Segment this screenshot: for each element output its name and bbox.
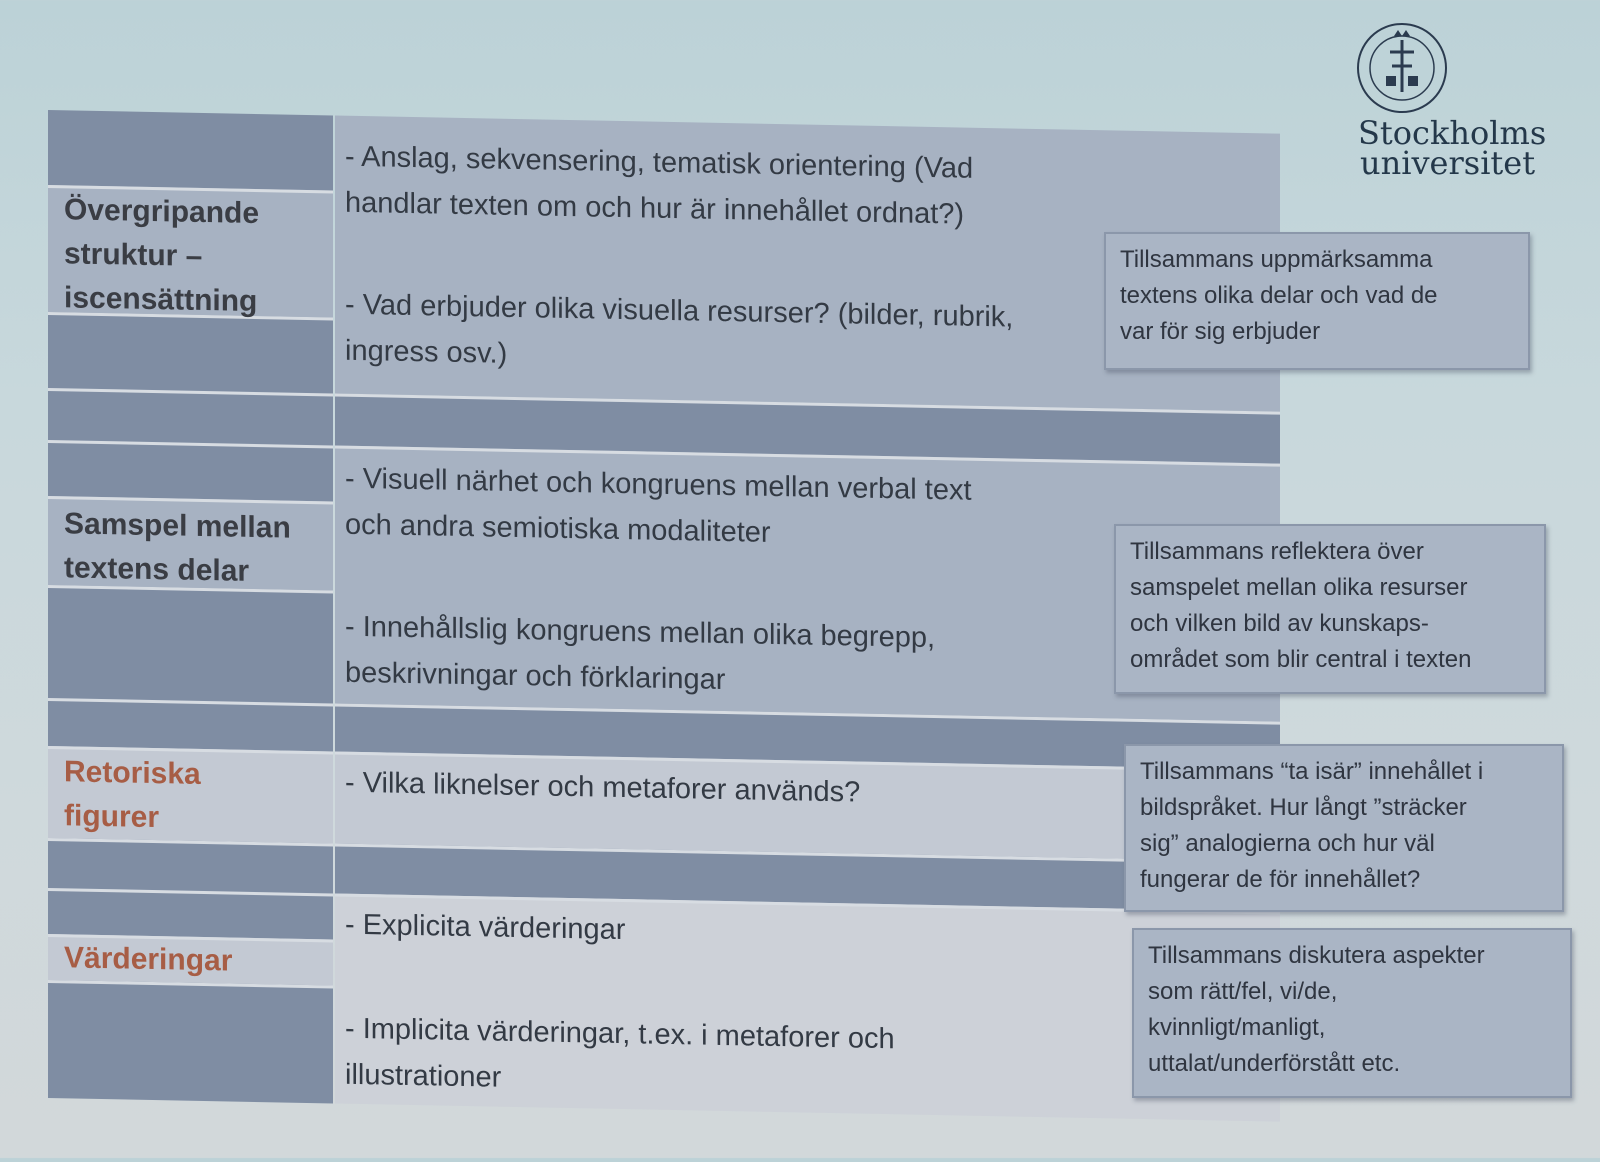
note-line: Tillsammans “ta isär” innehållet i bbox=[1140, 758, 1484, 785]
note-line: Tillsammans uppmärksamma bbox=[1120, 246, 1433, 273]
note-line: var för sig erbjuder bbox=[1120, 318, 1321, 345]
note-line: fungerar de för innehållet? bbox=[1140, 866, 1421, 893]
content-line: ingress osv.) bbox=[345, 334, 508, 370]
note-line: samspelet mellan olika resurser bbox=[1130, 574, 1468, 601]
row-label-line: textens delar bbox=[64, 551, 250, 588]
row-label-structure bbox=[64, 188, 259, 324]
content-structure bbox=[345, 134, 1013, 387]
note-rhetoric bbox=[1124, 744, 1564, 912]
university-seal-icon bbox=[1352, 18, 1452, 118]
analysis-table bbox=[48, 110, 1278, 1162]
university-name bbox=[1358, 114, 1547, 182]
note-line: och vilken bild av kunskaps- bbox=[1130, 610, 1429, 637]
note-line: uttalat/underförstått etc. bbox=[1148, 1050, 1401, 1077]
university-name-line2: universitet bbox=[1360, 144, 1536, 182]
row-label-line: figurer bbox=[64, 799, 160, 835]
content-line: - Anslag, sekvensering, tematisk orientering (Vad bbox=[345, 140, 974, 185]
note-line: textens olika delar och vad de bbox=[1120, 282, 1438, 309]
row-label-line: Värderingar bbox=[64, 941, 233, 978]
content-rhetoric bbox=[345, 760, 860, 816]
content-line: - Vad erbjuder olika visuella resurser? (bilder, rubrik, bbox=[345, 288, 1014, 334]
university-logo bbox=[1330, 18, 1550, 198]
note-line: som rätt/fel, vi/de, bbox=[1148, 978, 1338, 1005]
row-label-line: iscensättning bbox=[64, 281, 258, 319]
content-line: - Explicita värderingar bbox=[345, 908, 626, 947]
content-line: handlar texten om och hur är innehållet ordnat?) bbox=[345, 186, 965, 231]
note-line: Tillsammans reflektera över bbox=[1130, 538, 1424, 565]
content-line: beskrivningar och förklaringar bbox=[345, 656, 726, 697]
content-line: - Visuell närhet och kongruens mellan verbal text bbox=[345, 462, 972, 507]
content-interplay bbox=[345, 456, 972, 708]
note-line: bildspråket. Hur långt ”sträcker bbox=[1140, 794, 1467, 821]
row-label-line: Samspel mellan bbox=[64, 507, 291, 545]
note-interplay bbox=[1114, 524, 1546, 694]
row-label-rhetoric bbox=[64, 750, 201, 841]
row-label-line: Övergripande bbox=[64, 193, 260, 231]
row-label-interplay bbox=[64, 502, 291, 594]
note-line: kvinnligt/manligt, bbox=[1148, 1014, 1326, 1041]
content-line: - Implicita värderingar, t.ex. i metaforer och bbox=[345, 1012, 895, 1056]
content-line: - Vilka liknelser och metaforer används? bbox=[345, 766, 861, 809]
note-line: sig” analogierna och hur väl bbox=[1140, 830, 1435, 857]
note-structure bbox=[1104, 232, 1530, 370]
content-line: - Innehållslig kongruens mellan olika begrepp, bbox=[345, 610, 936, 655]
note-line: området som blir central i texten bbox=[1130, 646, 1472, 673]
university-name-line1: Stockholms bbox=[1358, 114, 1547, 152]
content-line: illustrationer bbox=[345, 1058, 502, 1094]
table-label-column bbox=[48, 110, 333, 1143]
row-label-values bbox=[64, 936, 232, 983]
note-values bbox=[1132, 928, 1572, 1098]
content-line: och andra semiotiska modaliteter bbox=[345, 508, 771, 549]
note-line: Tillsammans diskutera aspekter bbox=[1148, 942, 1485, 969]
row-label-line: Retoriska bbox=[64, 755, 201, 791]
row-label-line: struktur – bbox=[64, 237, 203, 273]
content-values bbox=[345, 902, 895, 1109]
